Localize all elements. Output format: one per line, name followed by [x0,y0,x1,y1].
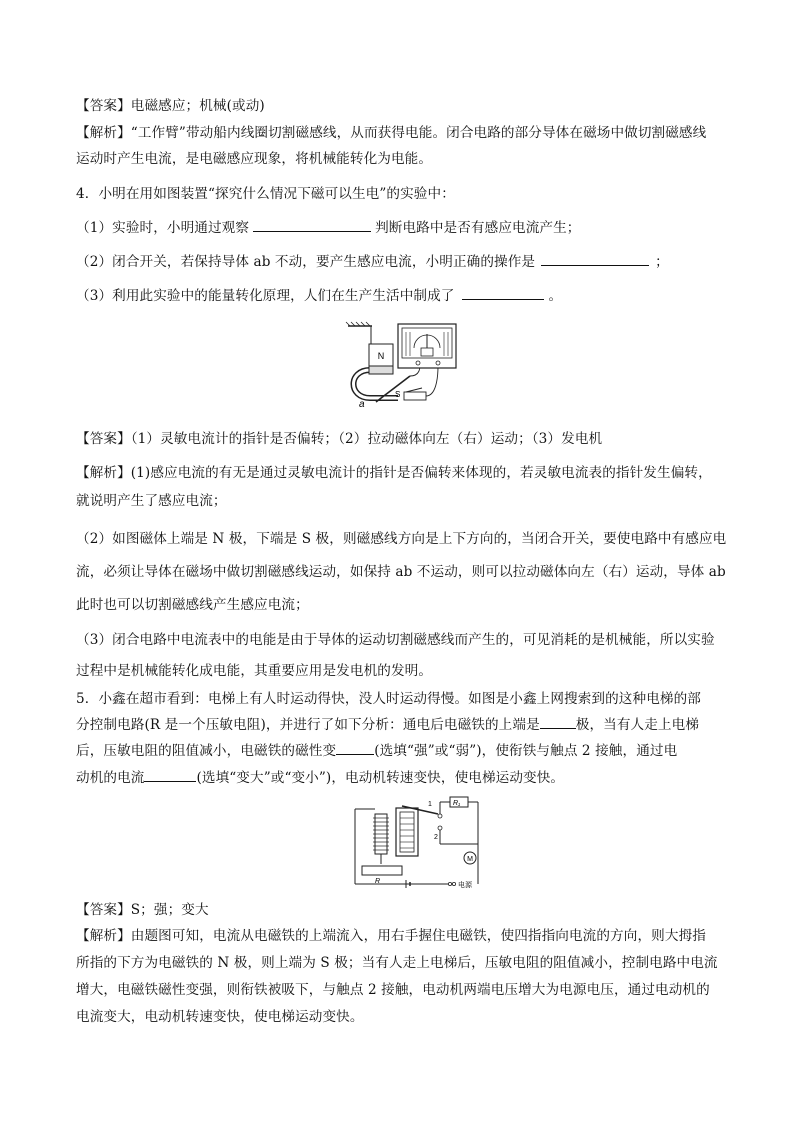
motor-label: M [467,856,473,863]
question-4-part-2: （2）闭合开关，若保持导体 ab 不动，要产生感应电流，小明正确的操作是 ； [76,251,726,273]
elevator-circuit-figure [350,794,490,889]
magnet-south-label: S [395,390,401,399]
question-4-stem: 4．小明在用如图装置“探究什么情况下磁可以生电”的实验中： [76,186,455,202]
question-4-part-1: （1）实验时，小明通过观察 判断电路中是否有感应电流产生； [76,217,726,239]
contact-1-label: 1 [428,801,432,808]
analysis-line-prev-2: 运动时产生电流，是电磁感应现象，将机械能转化为电能。 [76,151,433,167]
question-5-line-3: 后，压敏电阻的阻值减小，电磁铁的磁性变 (选填“强”或“弱”)，使衔铁与触点 2 接触，通过电 [76,740,726,762]
answer-blank[interactable] [462,285,544,300]
conductor-a-label: a [359,399,365,408]
resistor-r1-label: R₁ [453,800,461,807]
question-5-analysis-3: 增大，电磁铁磁性变强，则衔铁被吸下，与触点 2 接触，电动机两端电压增大为电源电压，通过电动机的 [76,982,710,998]
answer-blank[interactable] [540,714,576,729]
question-5-line-1: 5．小鑫在超市看到：电梯上有人时运动得快，没人时运动得慢。如图是小鑫上网搜索到的这种电梯的部 [76,691,701,707]
power-supply-label: 电源 [458,882,472,889]
question-4-analysis-7: 过程中是机械能转化成电能，其重要应用是发电机的发明。 [76,663,433,679]
magnet-north-label: N [377,351,385,361]
question-5-analysis-2: 所指的下方为电磁铁的 N 极，则上端为 S 极；当有人走上电梯后，压敏电阻的阻值减小，控制电路中电流 [76,955,718,971]
question-5-line-4: 动机的电流 (选填“变大”或“变小”)，电动机转速变快，使电梯运动变快。 [76,767,726,789]
question-4-analysis-5: 此时也可以切割磁感线产生感应电流； [76,597,309,613]
analysis-line-prev-1: 【解析】“工作臂”带动船内线圈切割磁感线，从而获得电能。闭合电路的部分导体在磁场中做切割磁感线 [76,125,707,141]
answer-blank[interactable] [144,767,196,782]
answer-blank[interactable] [253,217,371,232]
question-5-analysis-4: 电流变大，电动机转速变快，使电梯运动变快。 [76,1009,364,1025]
question-4-analysis-3: （2）如图磁体上端是 N 极，下端是 S 极，则磁感线方向是上下方向的，当闭合开关，要使电路中有感应电 [76,531,727,547]
question-4-answer: 【答案】（1）灵敏电流计的指针是否偏转；（2）拉动磁体向左（右）运动；（3）发电机 [76,431,603,447]
question-5-line-2: 分控制电路(R 是一个压敏电阻)，并进行了如下分析：通电后电磁铁的上端是 极，当有人走上电梯 [76,714,726,736]
answer-line-prev: 【答案】电磁感应；机械(或动) [76,98,265,114]
induction-experiment-figure [340,318,460,408]
question-5-answer: 【答案】S；强；变大 [76,902,209,918]
question-4-analysis-4: 流，必须让导体在磁场中做切割磁感线运动，如保持 ab 不运动，则可以拉动磁体向左（右）运动，导体 ab [76,564,726,580]
contact-2-label: 2 [434,834,438,841]
resistor-r-label: R [375,878,381,885]
question-4-analysis-6: （3）闭合电路中电流表中的电能是由于导体的运动切割磁感线而产生的，可见消耗的是机械能，所以实验 [76,632,715,648]
question-4-analysis-2: 就说明产生了感应电流； [76,493,227,509]
question-5-analysis-1: 【解析】由题图可知，电流从电磁铁的上端流入，用右手握住电磁铁，使四指指向电流的方向，则大拇指 [76,928,706,944]
answer-blank[interactable] [541,251,649,266]
question-4-analysis-1: 【解析】(1)感应电流的有无是通过灵敏电流计的指针是否偏转来体现的，若灵敏电流表的指针发生偏转， [76,465,712,481]
answer-blank[interactable] [336,740,374,755]
question-4-part-3: （3）利用此实验中的能量转化原理，人们在生产生活中制成了 。 [76,285,726,307]
